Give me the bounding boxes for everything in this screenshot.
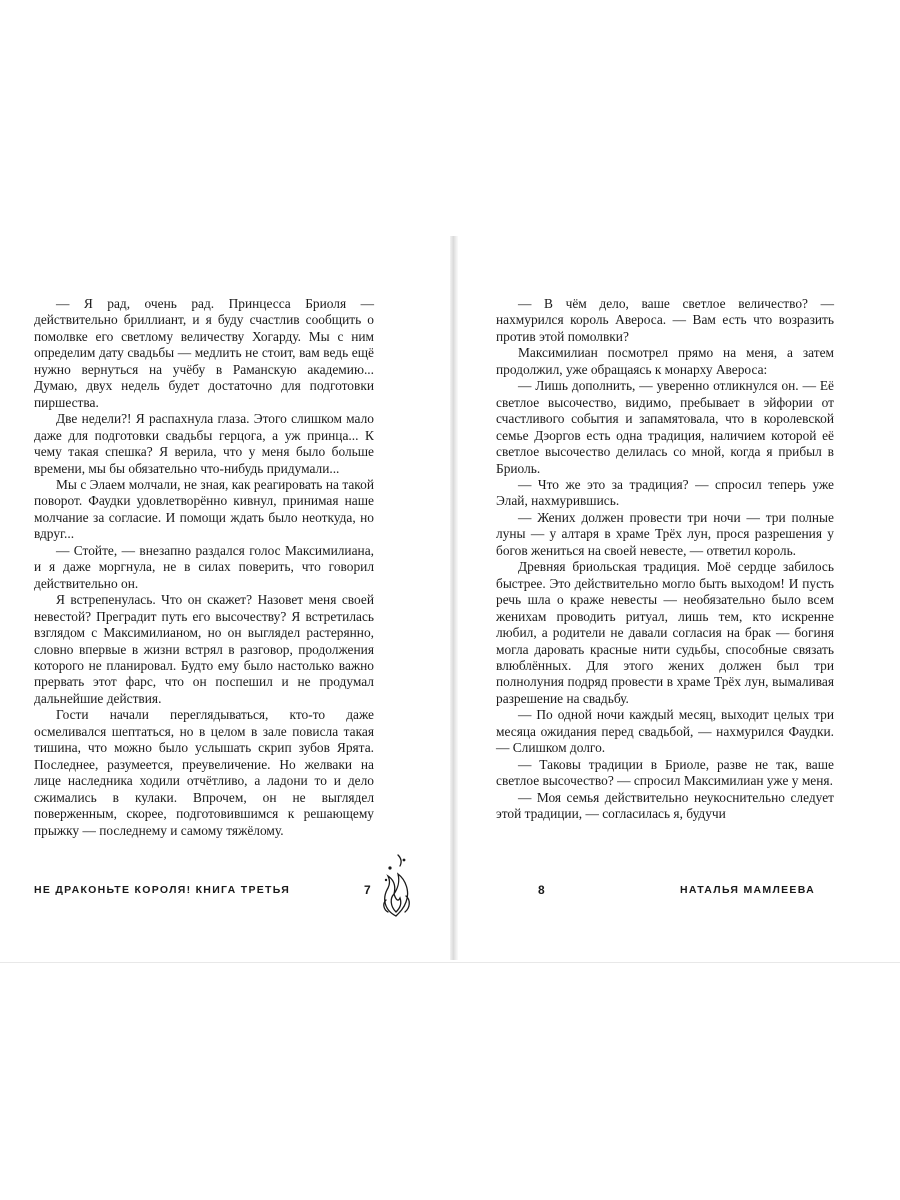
paragraph: — Стойте, — внезапно раздался голос Максимилиана, и я даже моргнула, не в силах поверить, что говорил действительно он.: [34, 542, 374, 591]
paragraph: Древняя бриольская традиция. Моё сердце забилось быстрее. Это действительно могло быть выходом! И пусть речь шла о краже невесты — необязательно было всем женихам проводить ритуал, лишь тем, кто искренне любил, а родители не давали согласия на брак — богиня могла даровать красные нити судьбы, способные связать влюблённых. Для этого жених должен был три полнолуния подряд провести в храме Трёх лун, вымаливая разрешение на свадьбу.: [496, 559, 834, 706]
running-author: НАТАЛЬЯ МАМЛЕЕВА: [680, 884, 815, 896]
paragraph: Две недели?! Я распахнула глаза. Этого слишком мало даже для подготовки свадьбы герцога, а уж принца... К чему такая спешка? Я верила, что у меня было больше времени, мы бы обязательно что-нибудь придумали...: [34, 411, 374, 476]
left-page-text: [34, 296, 374, 839]
paragraph: Гости начали переглядываться, кто-то даже осмеливался шептаться, но в целом в зале повисла такая тишина, что можно было услышать скрип зубов Ярята. Последнее, разумеется, преувеличение. Но желваки на лице наследника ходили отчётливо, а ладони то и дело сжимались в кулаки. Впрочем, он не выглядел поверженным, скорее, подготовившимся к решающему прыжку — последнему и самому тяжёлому.: [34, 707, 374, 838]
page-number-left: 7: [364, 883, 372, 897]
paragraph: — Моя семья действительно неукоснительно следует этой традиции, — согласилась я, будучи: [496, 789, 834, 822]
page-bottom-edge: [0, 962, 900, 963]
left-page: [0, 236, 452, 960]
paragraph: — Что же это за традиция? — спросил теперь уже Элай, нахмурившись.: [496, 476, 834, 509]
paragraph: — По одной ночи каждый месяц, выходит целых три месяца ожидания перед свадьбой, — нахмурился Фаудки. — Слишком долго.: [496, 707, 834, 756]
running-title: НЕ ДРАКОНЬТЕ КОРОЛЯ! КНИГА ТРЕТЬЯ: [34, 884, 291, 896]
paragraph: — Я рад, очень рад. Принцесса Бриоля — действительно бриллиант, и я буду счастлив сообщить о помолвке его светлому величеству Хогарду. Мы с ним определим дату свадьбы — медлить не стоит, вам ведь ещё нужно вернуться на учёбу в Раманскую академию... Думаю, двух недель будет достаточно для подготовки пиршества.: [34, 296, 374, 410]
paragraph: — Лишь дополнить, — уверенно отликнулся он. — Её светлое высочество, видимо, пребывает в эйфории от счастливого события и запамятовала, что в королевской семье Дэоргов есть одна традиция, наличием которой её светлое высочество делилась со мной, когда я прибыл в Бриоль.: [496, 378, 834, 476]
right-page: [458, 236, 900, 960]
paragraph: — Таковы традиции в Бриоле, разве не так, ваше светлое высочество? — спросил Максимилиан уже у меня.: [496, 756, 834, 789]
paragraph: — В чём дело, ваше светлое величество? — нахмурился король Авероса. — Вам есть что возразить против этой помолвки?: [496, 296, 834, 344]
page-number-right: 8: [538, 883, 546, 897]
paragraph: Максимилиан посмотрел прямо на меня, а затем продолжил, уже обращаясь к монарху Авероса:: [496, 345, 834, 377]
paragraph: — Жених должен провести три ночи — три полные луны — у алтаря в храме Трёх лун, прося разрешения у богов жениться на своей невесте, — ответил король.: [496, 509, 834, 558]
flame-ornament-icon: [378, 850, 414, 918]
book-gutter: [450, 236, 458, 960]
right-page-text: [496, 296, 834, 823]
paragraph: Я встрепенулась. Что он скажет? Назовет меня своей невестой? Преградит путь его высочеству? Я встретилась взглядом с Максимилианом, но он выглядел растерянно, словно впервые в жизни встрял в разговор, продолжения которого не планировал. Будто ему было настолько важно прервать этот фарс, что он поспешил и не продумал дальнейшие действия.: [34, 592, 374, 706]
paragraph: Мы с Элаем молчали, не зная, как реагировать на такой поворот. Фаудки удовлетворённо кивнул, принимая наше молчание за согласие. И помощи ждать было неоткуда, но вдруг...: [34, 476, 374, 542]
